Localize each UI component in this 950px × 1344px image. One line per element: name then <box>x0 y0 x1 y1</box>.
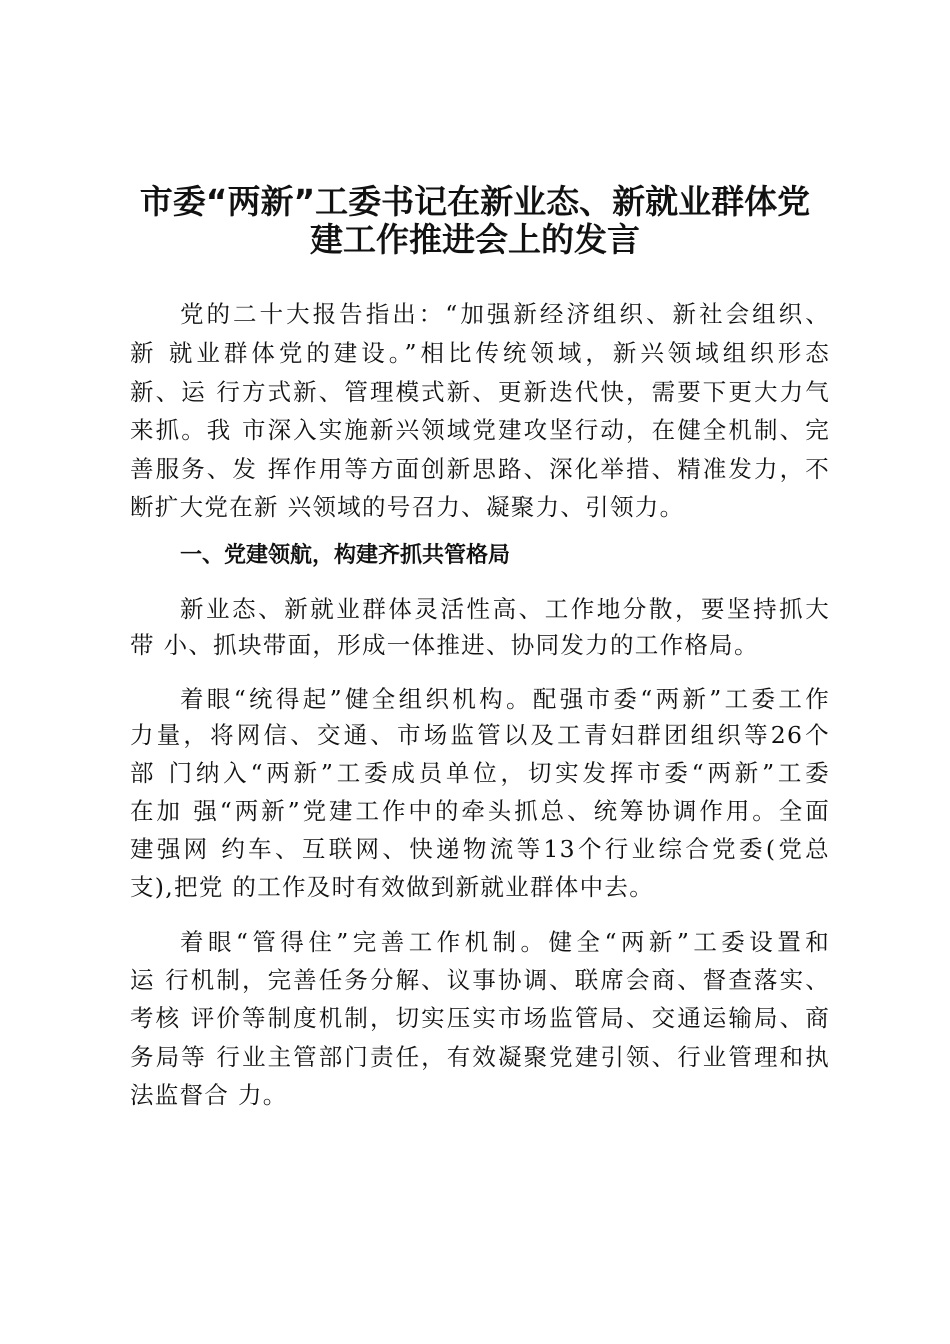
section-heading: 一、党建领航，构建齐抓共管格局 <box>180 543 511 568</box>
text-line: 带 小、抓块带面，形成一体推进、协同发力的工作格局。 <box>130 631 759 659</box>
text-line: 新 就业群体党的建设。”相比传统领域，新兴领域组织形态 <box>130 339 830 367</box>
text-line: 建强网 约车、互联网、快递物流等13个行业综合党委(党总 <box>130 835 830 863</box>
text-line: 党的二十大报告指出：“加强新经济组织、新社会组织、 <box>180 300 830 328</box>
text-line: 力量，将网信、交通、市场监管以及工青妇群团组织等26个 <box>130 721 830 749</box>
text-line: 新业态、新就业群体灵活性高、工作地分散，要坚持抓大 <box>180 595 830 623</box>
text-line: 支),把党 的工作及时有效做到新就业群体中去。 <box>130 873 655 901</box>
text-line: 法监督合 力。 <box>130 1081 288 1109</box>
text-line: 来抓。我 市深入实施新兴领域党建攻坚行动，在健全机制、完 <box>130 416 830 444</box>
document-title-line-1: 市委“两新”工委书记在新业态、新就业群体党 <box>139 182 811 221</box>
document-title-line-2: 建工作推进会上的发言 <box>310 220 640 259</box>
text-line: 断扩大党在新 兴领域的号召力、凝聚力、引领力。 <box>130 493 685 521</box>
text-line: 考核 评价等制度机制，切实压实市场监管局、交通运输局、商 <box>130 1004 830 1032</box>
text-line: 部 门纳入“两新”工委成员单位，切实发挥市委“两新”工委 <box>130 759 830 787</box>
text-line: 新、运 行方式新、管理模式新、更新迭代快，需要下更大力气 <box>130 378 830 406</box>
text-line: 着眼“统得起”健全组织机构。配强市委“两新”工委工作 <box>180 685 830 713</box>
text-line: 务局等 行业主管部门责任，有效凝聚党建引领、行业管理和执 <box>130 1043 830 1071</box>
text-line: 在加 强“两新”党建工作中的牵头抓总、统筹协调作用。全面 <box>130 797 830 825</box>
text-line: 运 行机制，完善任务分解、议事协调、联席会商、督查落实、 <box>130 966 830 994</box>
text-line: 善服务、发 挥作用等方面创新思路、深化举措、精准发力，不 <box>130 455 830 483</box>
text-line: 着眼“管得住”完善工作机制。健全“两新”工委设置和 <box>180 928 830 956</box>
